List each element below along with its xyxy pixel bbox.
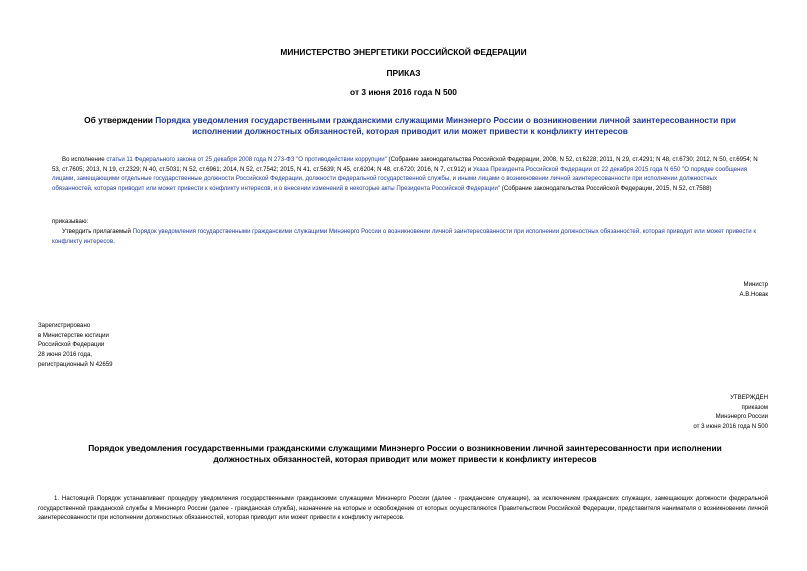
approved-line-4: от 3 июня 2016 года N 500 xyxy=(693,423,768,431)
registration-line-5: регистрационный N 42659 xyxy=(38,360,113,368)
order-text-2: . xyxy=(113,237,115,245)
preamble-text-3: (Собрание законодательства Российской Федерации, 2015, N 52, ст.7588) xyxy=(500,185,712,193)
registration-line-4: 28 июня 2016 года, xyxy=(38,351,93,359)
signature-position: Министр xyxy=(743,281,768,288)
order-word: приказываю: xyxy=(52,218,89,225)
registration-line-3: Российской Федерации xyxy=(38,341,105,349)
procedure-paragraph-1: 1. Настоящий Порядок устанавливает процедуру уведомления государственными гражданскими служащими Минэнерго России (далее - гражданские служащие), за исключением гражданских служащих, замещающих должности федеральной государственной гражданской службы в Минэнерго России (далее - гражданская служба), назначение на которые и освобождение от которых осуществляются Правительством Российской Федерации, представителя нанимателя о возникновении личной заинтересованности при исполнении должностных обязанностей, которая приводит или может привести к конфликту интересов. xyxy=(38,495,768,522)
registration-line-2: в Министерстве юстиции xyxy=(38,331,109,339)
signature-name: А.В.Новак xyxy=(739,291,768,298)
approved-line-1: УТВЕРЖДЕН xyxy=(730,394,768,401)
decree-650-link[interactable]: Указа Президента Российской Федерации от 22 декабря 2015 года N 650 "О порядке сообщения лицами, замещающими отдельные государственные должности Российской Федерации, должности федеральной государственной службы, и иными лицами о возникновении личной заинтересованности при исполнении должностных обязанностей, которая приводит или может привести к конфликту интересов, и о внесении изменений в некоторые акты Президента Российской Федерации" xyxy=(52,165,748,193)
preamble-text-1: Во исполнение xyxy=(62,156,107,163)
doc-date-number: от 3 июня 2016 года N 500 xyxy=(350,87,457,97)
preamble-text-2: (Собрание законодательства Российской Федерации, 2008, N 52, ст.6228; 2011, N 29, ст.4291; N 48, ст.6730; 2012, N 50, ст.6954; N 53, ст.7605; 2013, N 19, ст.2329; N 40, ст.5031; N 52, ст.6961; 2014, N 52, ст.7542; 2015, N 41, ст.5639; N 45, ст.6204; N 48, ст.6720; 2016, N 7, ст.912) и xyxy=(52,156,758,173)
approved-line-2: приказом xyxy=(741,403,768,411)
doc-type-heading: ПРИКАЗ xyxy=(386,68,421,78)
approved-line-3: Минэнерго России xyxy=(715,413,768,421)
document-title xyxy=(60,115,760,137)
approved-block xyxy=(693,393,768,432)
procedure-title: Порядок уведомления государственными гражданскими служащими Минэнерго России о возникновении личной заинтересованности при исполнении должностных обязанностей, которая приводит или может привести к конфликту интересов xyxy=(88,443,722,464)
registration-line-1: Зарегистрировано xyxy=(38,322,91,329)
order-text-1: Утвердить прилагаемый xyxy=(62,228,133,235)
title-link[interactable]: Порядка уведомления государственными гражданскими служащими Минэнерго России о возникновении личной заинтересованности при исполнении должностных обязанностей, которая приводит или может привести к конфликту интересов xyxy=(155,115,736,136)
ministry-heading: МИНИСТЕРСТВО ЭНЕРГЕТИКИ РОССИЙСКОЙ ФЕДЕРАЦИИ xyxy=(280,47,527,57)
preamble-paragraph xyxy=(52,155,758,194)
title-prefix: Об утверждении xyxy=(84,115,156,125)
procedure-link[interactable]: Порядок уведомления государственными гражданскими служащими Минэнерго России о возникновении личной заинтересованности при исполнении должностных обязанностей, которая приводит или может привести к конфликту интересов xyxy=(52,228,757,245)
registration-block xyxy=(38,321,113,370)
order-paragraph xyxy=(52,227,768,246)
law-273-link[interactable]: статьи 11 Федерального закона от 25 декабря 2008 года N 273-ФЗ "О противодействии коррупции" xyxy=(106,156,387,163)
